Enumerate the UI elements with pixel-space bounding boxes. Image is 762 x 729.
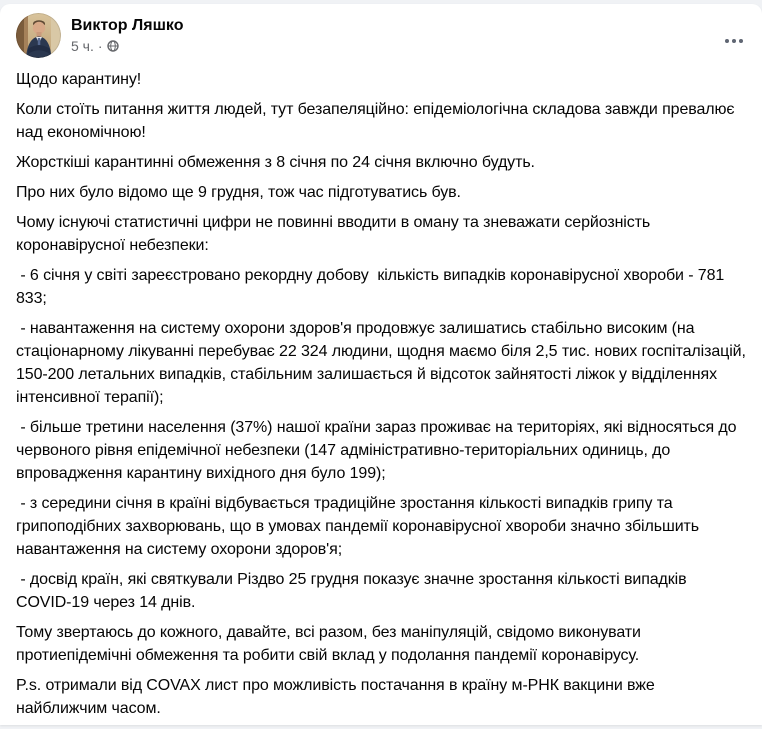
post-meta-row <box>71 38 718 54</box>
post-paragraph: - навантаження на систему охорони здоров'я продовжує залишатись стабільно високим (на стаціонарному лікуванні перебуває 22 324 людини, щодня маємо біля 2,5 тис. нових госпіталізацій, 150-200 летальних випадків, стабільним залишається й відсоток зайнятості ліжок у відділеннях інтенсивної терапії); <box>16 320 751 406</box>
post-text <box>16 68 751 720</box>
post-header <box>16 4 746 58</box>
avatar[interactable] <box>16 13 61 58</box>
meta-separator: · <box>97 38 103 54</box>
ellipsis-icon <box>725 39 743 43</box>
globe-public-icon <box>107 40 119 52</box>
profile-photo <box>16 13 61 58</box>
post-paragraph: Коли стоїть питання життя людей, тут безапеляційно: епідеміологічна складова завжди превалює над економічною! <box>16 101 739 141</box>
post-paragraph: - більше третини населення (37%) нашої країни зараз проживає на територіях, які відносяться до червоного рівня епідемічної небезпеки (147 адміністративно-територіальних одиниць, до впровадження карантину вихідного дня було 199); <box>16 419 741 482</box>
post-paragraph: P.s. отримали від COVAX лист про можливість постачання в країну м-РНК вакцини вже найближчим часом. <box>16 677 659 717</box>
post-card <box>0 4 762 725</box>
post-paragraph: Щодо карантину! <box>16 71 142 88</box>
post-paragraph: Чому існуючі статистичні цифри не повинні вводити в оману та зневажати серйозність коронавірусної небезпеки: <box>16 214 655 254</box>
post-paragraph: - з середини січня в країні відбувається традиційне зростання кількості випадків грипу та грипоподібних захворювань, що в умовах пандемії коронавірусної хвороби значно збільшить навантаження на систему охорони здоров'я; <box>16 495 704 558</box>
post-menu-button[interactable] <box>718 25 750 57</box>
header-meta <box>71 13 718 54</box>
page-background <box>0 4 762 725</box>
post-paragraph: Жорсткіші карантинні обмеження з 8 січня по 24 січня включно будуть. <box>16 154 535 171</box>
post-paragraph: - досвід країн, які святкували Різдво 25 грудня показує значне зростання кількості випадків COVID-19 через 14 днів. <box>16 571 691 611</box>
timestamp-link[interactable]: 5 ч. <box>71 38 94 54</box>
post-paragraph: - 6 січня у світі зареєстровано рекордну добову кількість випадків коронавірусної хвороби - 781 833; <box>16 267 729 307</box>
post-paragraph: Тому звертаюсь до кожного, давайте, всі разом, без маніпуляцій, свідомо виконувати протиепідемічні обмеження та робити свій вклад у подолання пандемії коронавірусу. <box>16 624 646 664</box>
post-paragraph: Про них було відомо ще 9 грудня, тож час підготуватись був. <box>16 184 461 201</box>
author-name-link[interactable]: Виктор Ляшко <box>71 17 184 34</box>
